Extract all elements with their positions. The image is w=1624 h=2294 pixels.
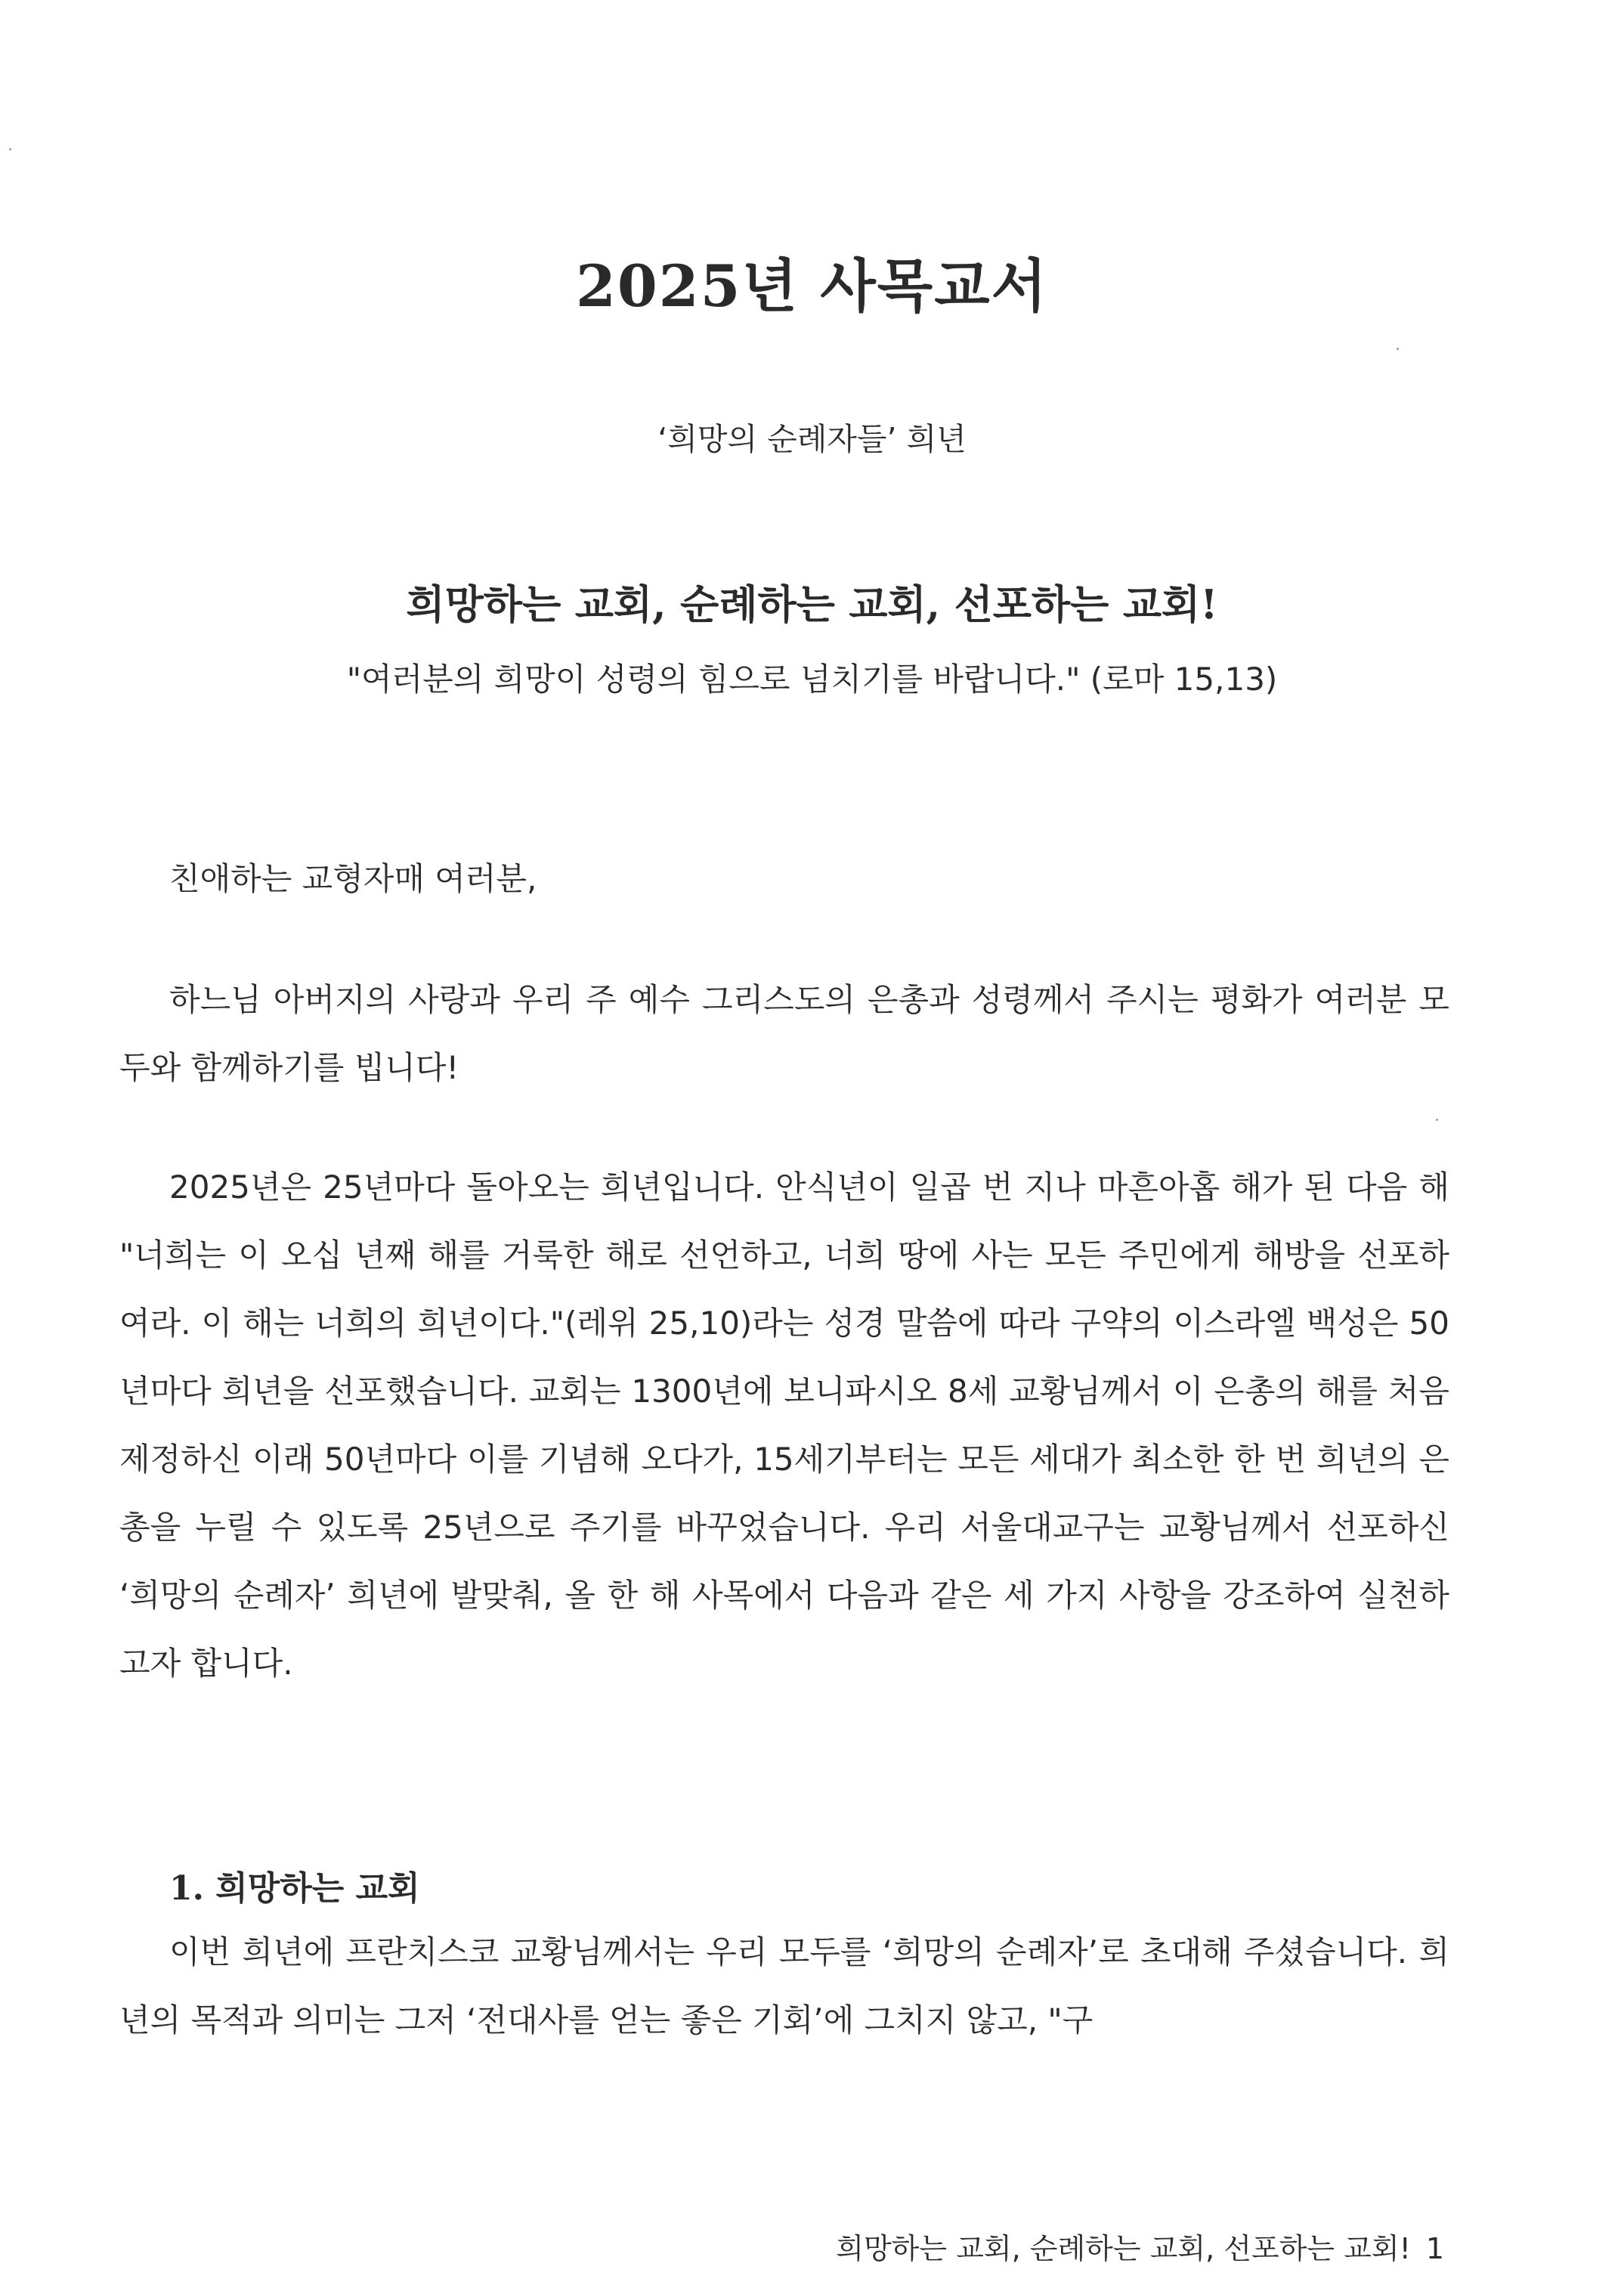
document-subtitle: ‘희망의 순례자들’ 희년 (657, 421, 967, 457)
paragraph-pilgrims-of-hope: 이번 희년에 프란치스코 교황님께서는 우리 모두를 ‘희망의 순례자’로 초대해 주셨습니다. 희년의 목적과 의미는 그저 ‘전대사를 얻는 좋은 기회’에 그치지 않고, "구 (119, 1933, 1449, 2039)
scan-speck (9, 148, 11, 150)
page-footer (836, 2225, 1444, 2267)
document-motto: 희망하는 교회, 순례하는 교회, 선포하는 교회! (406, 581, 1218, 628)
greeting: 친애하는 교형자매 여러분, (169, 860, 537, 897)
paragraph-jubilee-history: 2025년은 25년마다 돌아오는 희년입니다. 안식년이 일곱 번 지나 마흔아홉 해가 된 다음 해 "너희는 이 오십 년째 해를 거룩한 해로 선언하고, 너희 땅에 사는 모든 주민에게 해방을 선포하여라. 이 해는 너희의 희년이다."(레위 25,10)라는 성경 말씀에 따라 구약의 이스라엘 백성은 50년마다 희년을 선포했습니다. 교회는 1300년에 보니파시오 8세 교황님께서 이 은총의 해를 처음 제정하신 이래 50년마다 이를 기념해 오다가, 15세기부터는 모든 세대가 최소한 한 번 희년의 은총을 누릴 수 있도록 25년으로 주기를 바꾸었습니다. 우리 서울대교구는 교황님께서 선포하신 ‘희망의 순례자’ 희년에 발맞춰, 올 한 해 사목에서 다음과 같은 세 가지 사항을 강조하여 실천하고자 합니다. (119, 1169, 1449, 1682)
document-title: 2025년 사목교서 (575, 252, 1049, 320)
paragraph-blessing: 하느님 아버지의 사랑과 우리 주 예수 그리스도의 은총과 성령께서 주시는 평화가 여러분 모두와 함께하기를 빕니다! (119, 981, 1449, 1086)
scan-speck (1397, 348, 1399, 350)
section-heading-hope: 1. 희망하는 교회 (169, 1869, 420, 1908)
scan-speck (1436, 1119, 1438, 1121)
scripture-verse: "여러분의 희망이 성령의 힘으로 넘치기를 바랍니다." (로마 15,13) (346, 661, 1278, 698)
footer-running-title: 희망하는 교회, 순례하는 교회, 선포하는 교회! (836, 2232, 1411, 2265)
page-number: 1 (1425, 2232, 1444, 2265)
